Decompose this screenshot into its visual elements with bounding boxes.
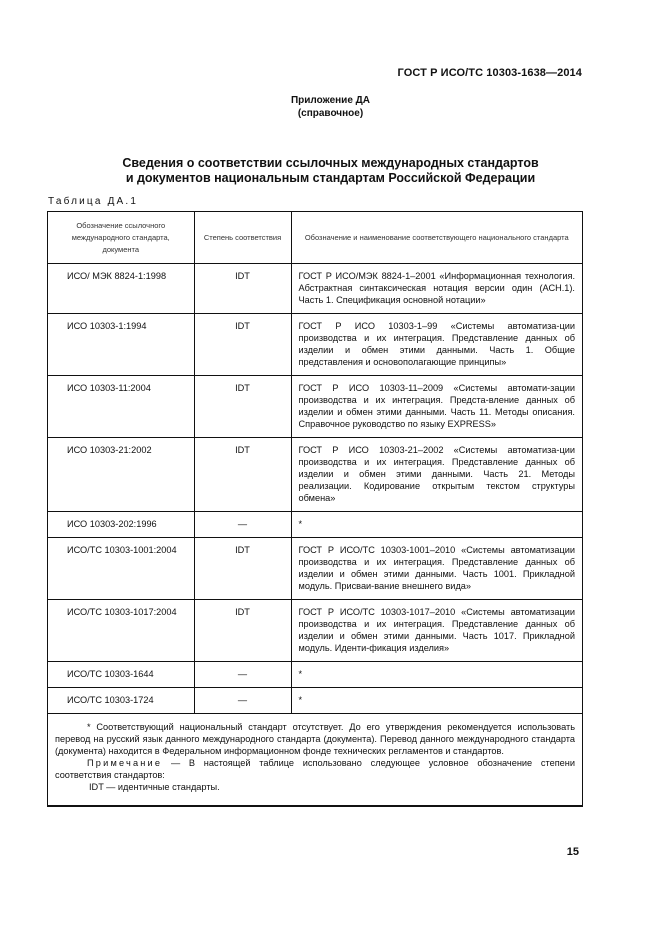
table-footnote-row <box>48 714 582 806</box>
cell-degree: IDT <box>194 314 291 376</box>
cell-standard: ИСО 10303-202:1996 <box>48 512 194 538</box>
appendix-subtitle: (справочное) <box>297 108 364 119</box>
header-international-standard: Обозначение ссылочного международного стандарта, документа <box>48 212 194 264</box>
cell-national: ГОСТ Р ИСО 10303-11–2009 «Системы автомати-зации производства и их интеграция. Предста-вление данных об изделии и обмен этими данными. Часть 11. Методы описания. Справочное руководство по языку EXPRESS» <box>291 376 582 438</box>
document-code: ГОСТ Р ИСО/ТС 10303-1638—2014 <box>397 67 582 79</box>
cell-national: ГОСТ Р ИСО/ТС 10303-1017–2010 «Системы автоматизации производства и их интеграция. Представление данных об изделии и обмен этими данными. Часть 1017. Прикладной модуль. Иденти-фикация изделия» <box>291 600 582 662</box>
cell-national: * <box>291 688 582 714</box>
cell-national: ГОСТ Р ИСО/ТС 10303-1001–2010 «Системы автоматизации производства и их интеграция. Представление данных об изделии и обмен этими данными. Часть 1001. Прикладной модуль. Присваи-вание внешнего вида» <box>291 538 582 600</box>
table-footnote <box>48 714 582 806</box>
cell-degree: IDT <box>194 264 291 314</box>
cell-national: ГОСТ Р ИСО 10303-1–99 «Системы автоматиза-ции производства и их интеграция. Представление данных об изделии и обмен этими данными. Часть 1. Общие представления и основополагающие принципы» <box>291 314 582 376</box>
table-header-row <box>48 212 582 264</box>
table-row <box>48 376 582 438</box>
footnote-note <box>55 757 575 781</box>
section-title-line2: и документов национальным стандартам Российской Федерации <box>125 171 536 185</box>
cell-standard: ИСО/ТС 10303-1017:2004 <box>48 600 194 662</box>
appendix-title: Приложение ДА <box>290 95 371 106</box>
cell-national: ГОСТ Р ИСО/МЭК 8824-1–2001 «Информационная технология. Абстрактная синтаксическая нотация версии один (АСН.1). Часть 1. Спецификация основной нотации» <box>291 264 582 314</box>
cell-degree: — <box>194 688 291 714</box>
table-row <box>48 538 582 600</box>
cell-national: ГОСТ Р ИСО 10303-21–2002 «Системы автоматиза-ции производства и их интеграция. Представление данных об изделии и обмен этими данными. Часть 21. Методы реализации. Кодирование открытым текстом структуры обмена» <box>291 438 582 512</box>
cell-standard: ИСО 10303-21:2002 <box>48 438 194 512</box>
cell-standard: ИСО/ МЭК 8824-1:1998 <box>48 264 194 314</box>
table-row <box>48 438 582 512</box>
header-national-standard: Обозначение и наименование соответствующего национального стандарта <box>291 212 582 264</box>
cell-standard: ИСО/ТС 10303-1644 <box>48 662 194 688</box>
note-label: Примечание <box>87 758 163 768</box>
cell-national: * <box>291 662 582 688</box>
footnote-text: * Соответствующий национальный стандарт отсутствует. До его утверждения рекомендуется использовать перевод на русский язык данного международного стандарта (документа). Перевод данного международного стандарта (документа) находится в Федеральном информационном фонде технических регламентов и стандартов. <box>55 722 575 756</box>
table-row <box>48 264 582 314</box>
appendix-heading <box>0 94 661 120</box>
page-number: 15 <box>566 846 579 858</box>
cell-degree: IDT <box>194 376 291 438</box>
cell-standard: ИСО 10303-11:2004 <box>48 376 194 438</box>
header-degree: Степень соответствия <box>194 212 291 264</box>
cell-standard: ИСО/ТС 10303-1001:2004 <box>48 538 194 600</box>
cell-degree: IDT <box>194 600 291 662</box>
table-label: Таблица ДА.1 <box>48 196 139 207</box>
table-row <box>48 600 582 662</box>
cell-degree: IDT <box>194 438 291 512</box>
footnote-idt: IDT — идентичные стандарты. <box>89 782 220 792</box>
cell-degree: — <box>194 512 291 538</box>
cell-national: * <box>291 512 582 538</box>
section-title-line1: Сведения о соответствии ссылочных международных стандартов <box>122 156 539 170</box>
section-title <box>0 156 661 186</box>
correspondence-table <box>47 211 583 807</box>
table-row <box>48 688 582 714</box>
cell-standard: ИСО 10303-1:1994 <box>48 314 194 376</box>
cell-standard: ИСО/ТС 10303-1724 <box>48 688 194 714</box>
cell-degree: IDT <box>194 538 291 600</box>
table-row <box>48 314 582 376</box>
table-row <box>48 512 582 538</box>
cell-degree: — <box>194 662 291 688</box>
table-row <box>48 662 582 688</box>
note-text: — В настоящей таблице использовано следующее условное обозначение степени соответствия стандартов: <box>55 758 575 780</box>
